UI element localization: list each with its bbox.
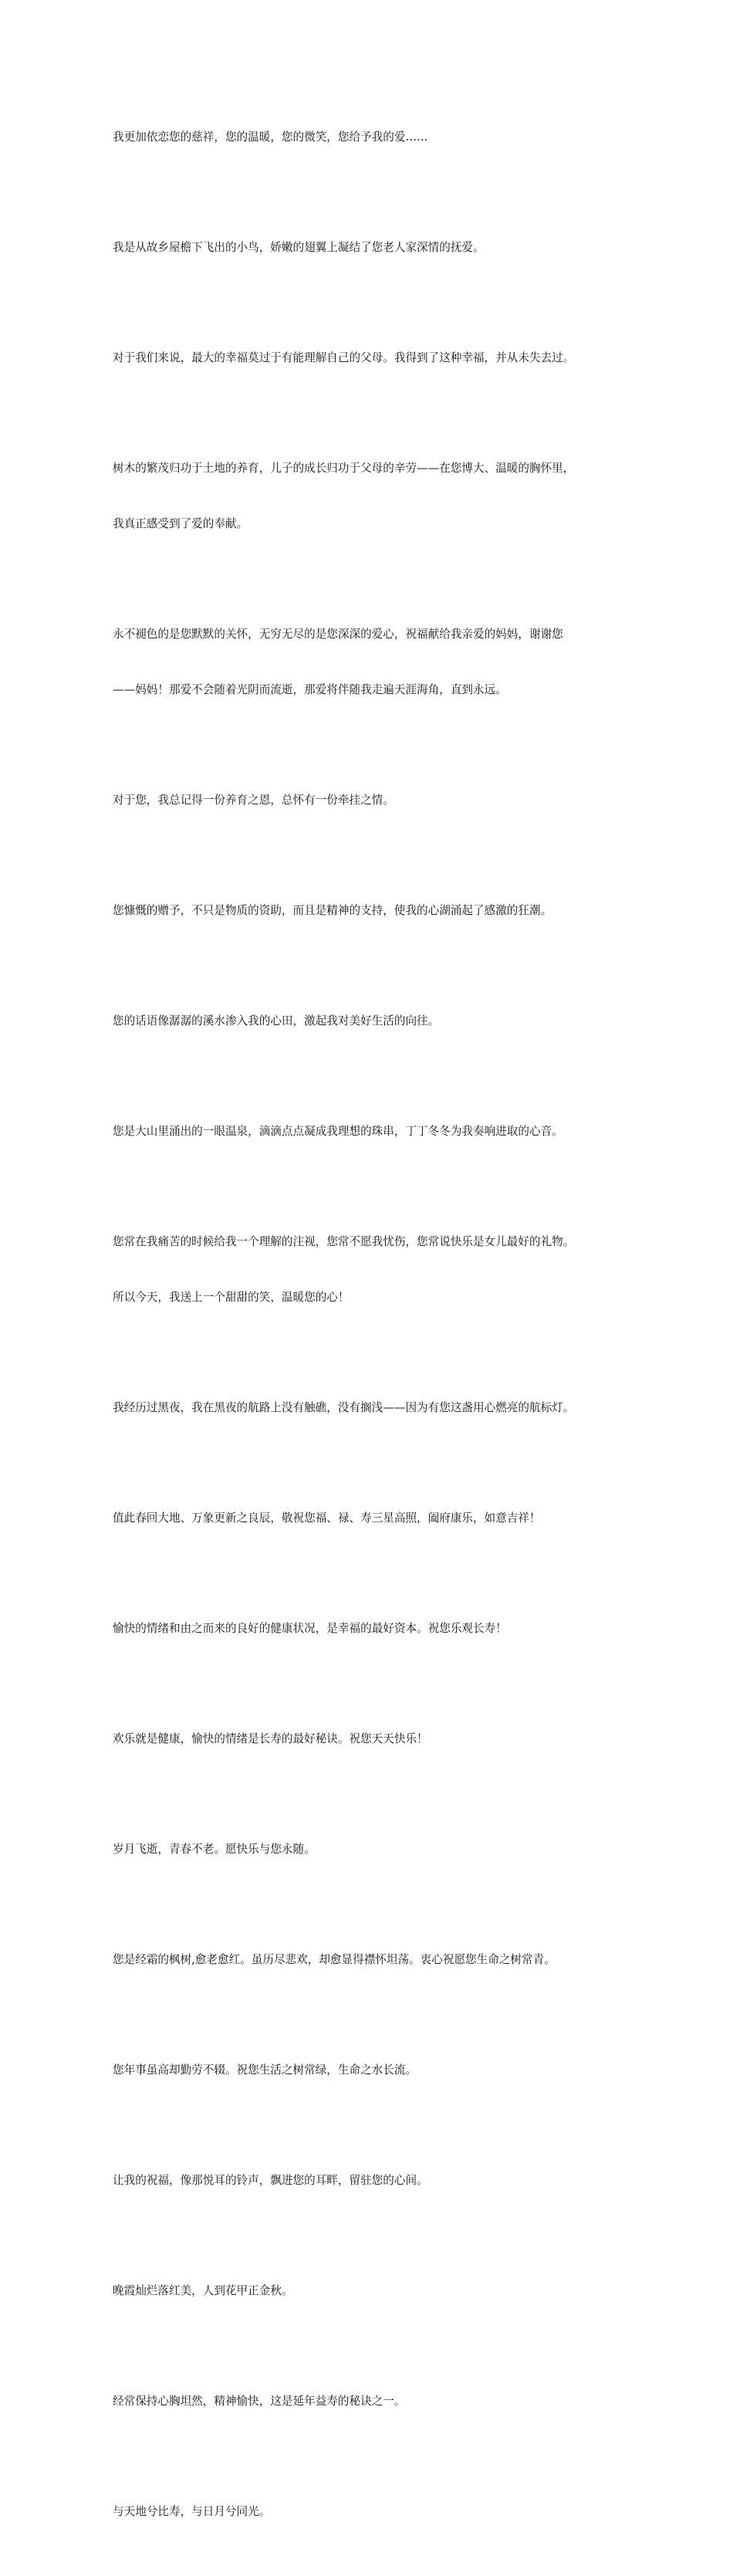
paragraph	[113, 1362, 628, 1454]
paragraph-line: 您是经霜的枫树,愈老愈红。虽历尽悲欢，却愈显得襟怀坦荡。衷心祝愿您生命之树常青。	[113, 1953, 556, 1966]
paragraph-line: 永不褪色的是您默默的关怀，无穷无尽的是您深深的爱心，祝福献给我亲爱的妈妈，谢谢您	[113, 628, 563, 641]
paragraph-line: 所以今天，我送上一个甜甜的笑，温暖您的心！	[113, 1291, 350, 1304]
paragraph	[113, 975, 628, 1068]
paragraph	[113, 1085, 628, 1178]
paragraph	[113, 2466, 628, 2558]
paragraph	[113, 1472, 628, 1565]
paragraph	[113, 91, 628, 184]
paragraph	[113, 312, 628, 405]
paragraph-line: 您慷慨的赠予，不只是物质的资助，而且是精神的支持，使我的心湖涌起了感激的狂潮。	[113, 904, 552, 917]
paragraph	[113, 588, 628, 736]
paragraph-line: 让我的祝福，像那悦耳的铃声，飘进您的耳畔，留驻您的心间。	[113, 2174, 428, 2187]
paragraph	[113, 1914, 628, 2006]
paragraph-line: 我经历过黑夜，我在黑夜的航路上没有触礁，没有搁浅——因为有您这盏用心燃亮的航标灯。	[113, 1401, 575, 1414]
paragraph	[113, 2355, 628, 2448]
paragraph-line: 我是从故乡屋檐下飞出的小鸟，娇嫩的翅翼上凝结了您老人家深情的抚爱。	[113, 241, 485, 254]
paragraph-line: 晚霞灿烂落红美，人到花甲正金秋。	[113, 2284, 293, 2297]
paragraph	[113, 2245, 628, 2337]
paragraph-line: 您年事虽高却勤劳不辍。祝您生活之树常绿，生命之水长流。	[113, 2063, 417, 2077]
paragraph-line: 与天地兮比寿，与日月兮同光。	[113, 2505, 271, 2518]
paragraph	[113, 2134, 628, 2227]
paragraph-line: 值此春回大地、万象更新之良辰，敬祝您福、禄、寿三星高照，阖府康乐，如意吉祥！	[113, 1511, 541, 1525]
paragraph-line: 岁月飞逝，青春不老。愿快乐与您永随。	[113, 1843, 316, 1856]
paragraph-line: ——妈妈！那爱不会随着光阴而流逝，那爱将伴随我走遍天涯海角，直到永远。	[113, 683, 507, 696]
paragraph-line: 树木的繁茂归功于土地的养育，儿子的成长归功于父母的辛劳——在您博大、温暖的胸怀里，	[113, 462, 575, 475]
paragraph	[113, 2024, 628, 2117]
paragraph-line: 欢乐就是健康，愉快的情绪是长寿的最好秘诀。祝您天天快乐！	[113, 1732, 428, 1745]
paragraph-line: 对于我们来说，最大的幸福莫过于有能理解自己的父母。我得到了这种幸福，并从未失去过。	[113, 351, 575, 364]
paragraph	[113, 754, 628, 847]
paragraph	[113, 201, 628, 294]
paragraph	[113, 1693, 628, 1786]
paragraph	[113, 1582, 628, 1675]
paragraph-line: 您常在我痛苦的时候给我一个理解的注视，您常不愿我忧伤，您常说快乐是女儿最好的礼物。	[113, 1235, 575, 1248]
paragraph-line: 我真正感受到了爱的奉献。	[113, 517, 248, 530]
document-body	[113, 91, 628, 2576]
paragraph-line: 对于您，我总记得一份养育之恩，总怀有一份牵挂之情。	[113, 794, 394, 807]
paragraph	[113, 1803, 628, 1896]
paragraph	[113, 422, 628, 570]
paragraph-line: 愉快的情绪和由之而来的良好的健康状况，是幸福的最好资本。祝您乐观长寿！	[113, 1622, 507, 1635]
paragraph-line: 经常保持心胸坦然，精神愉快，这是延年益寿的秘诀之一。	[113, 2395, 406, 2408]
paragraph	[113, 1196, 628, 1344]
paragraph-line: 您是大山里涌出的一眼温泉，滴滴点点凝成我理想的珠串，丁丁冬冬为我奏响进取的心音。	[113, 1125, 563, 1138]
paragraph-line: 您的话语像潺潺的溪水渗入我的心田，激起我对美好生活的向往。	[113, 1014, 440, 1027]
paragraph	[113, 865, 628, 957]
paragraph-line: 我更加依恋您的慈祥，您的温暖，您的微笑，您给予我的爱……	[113, 130, 428, 144]
